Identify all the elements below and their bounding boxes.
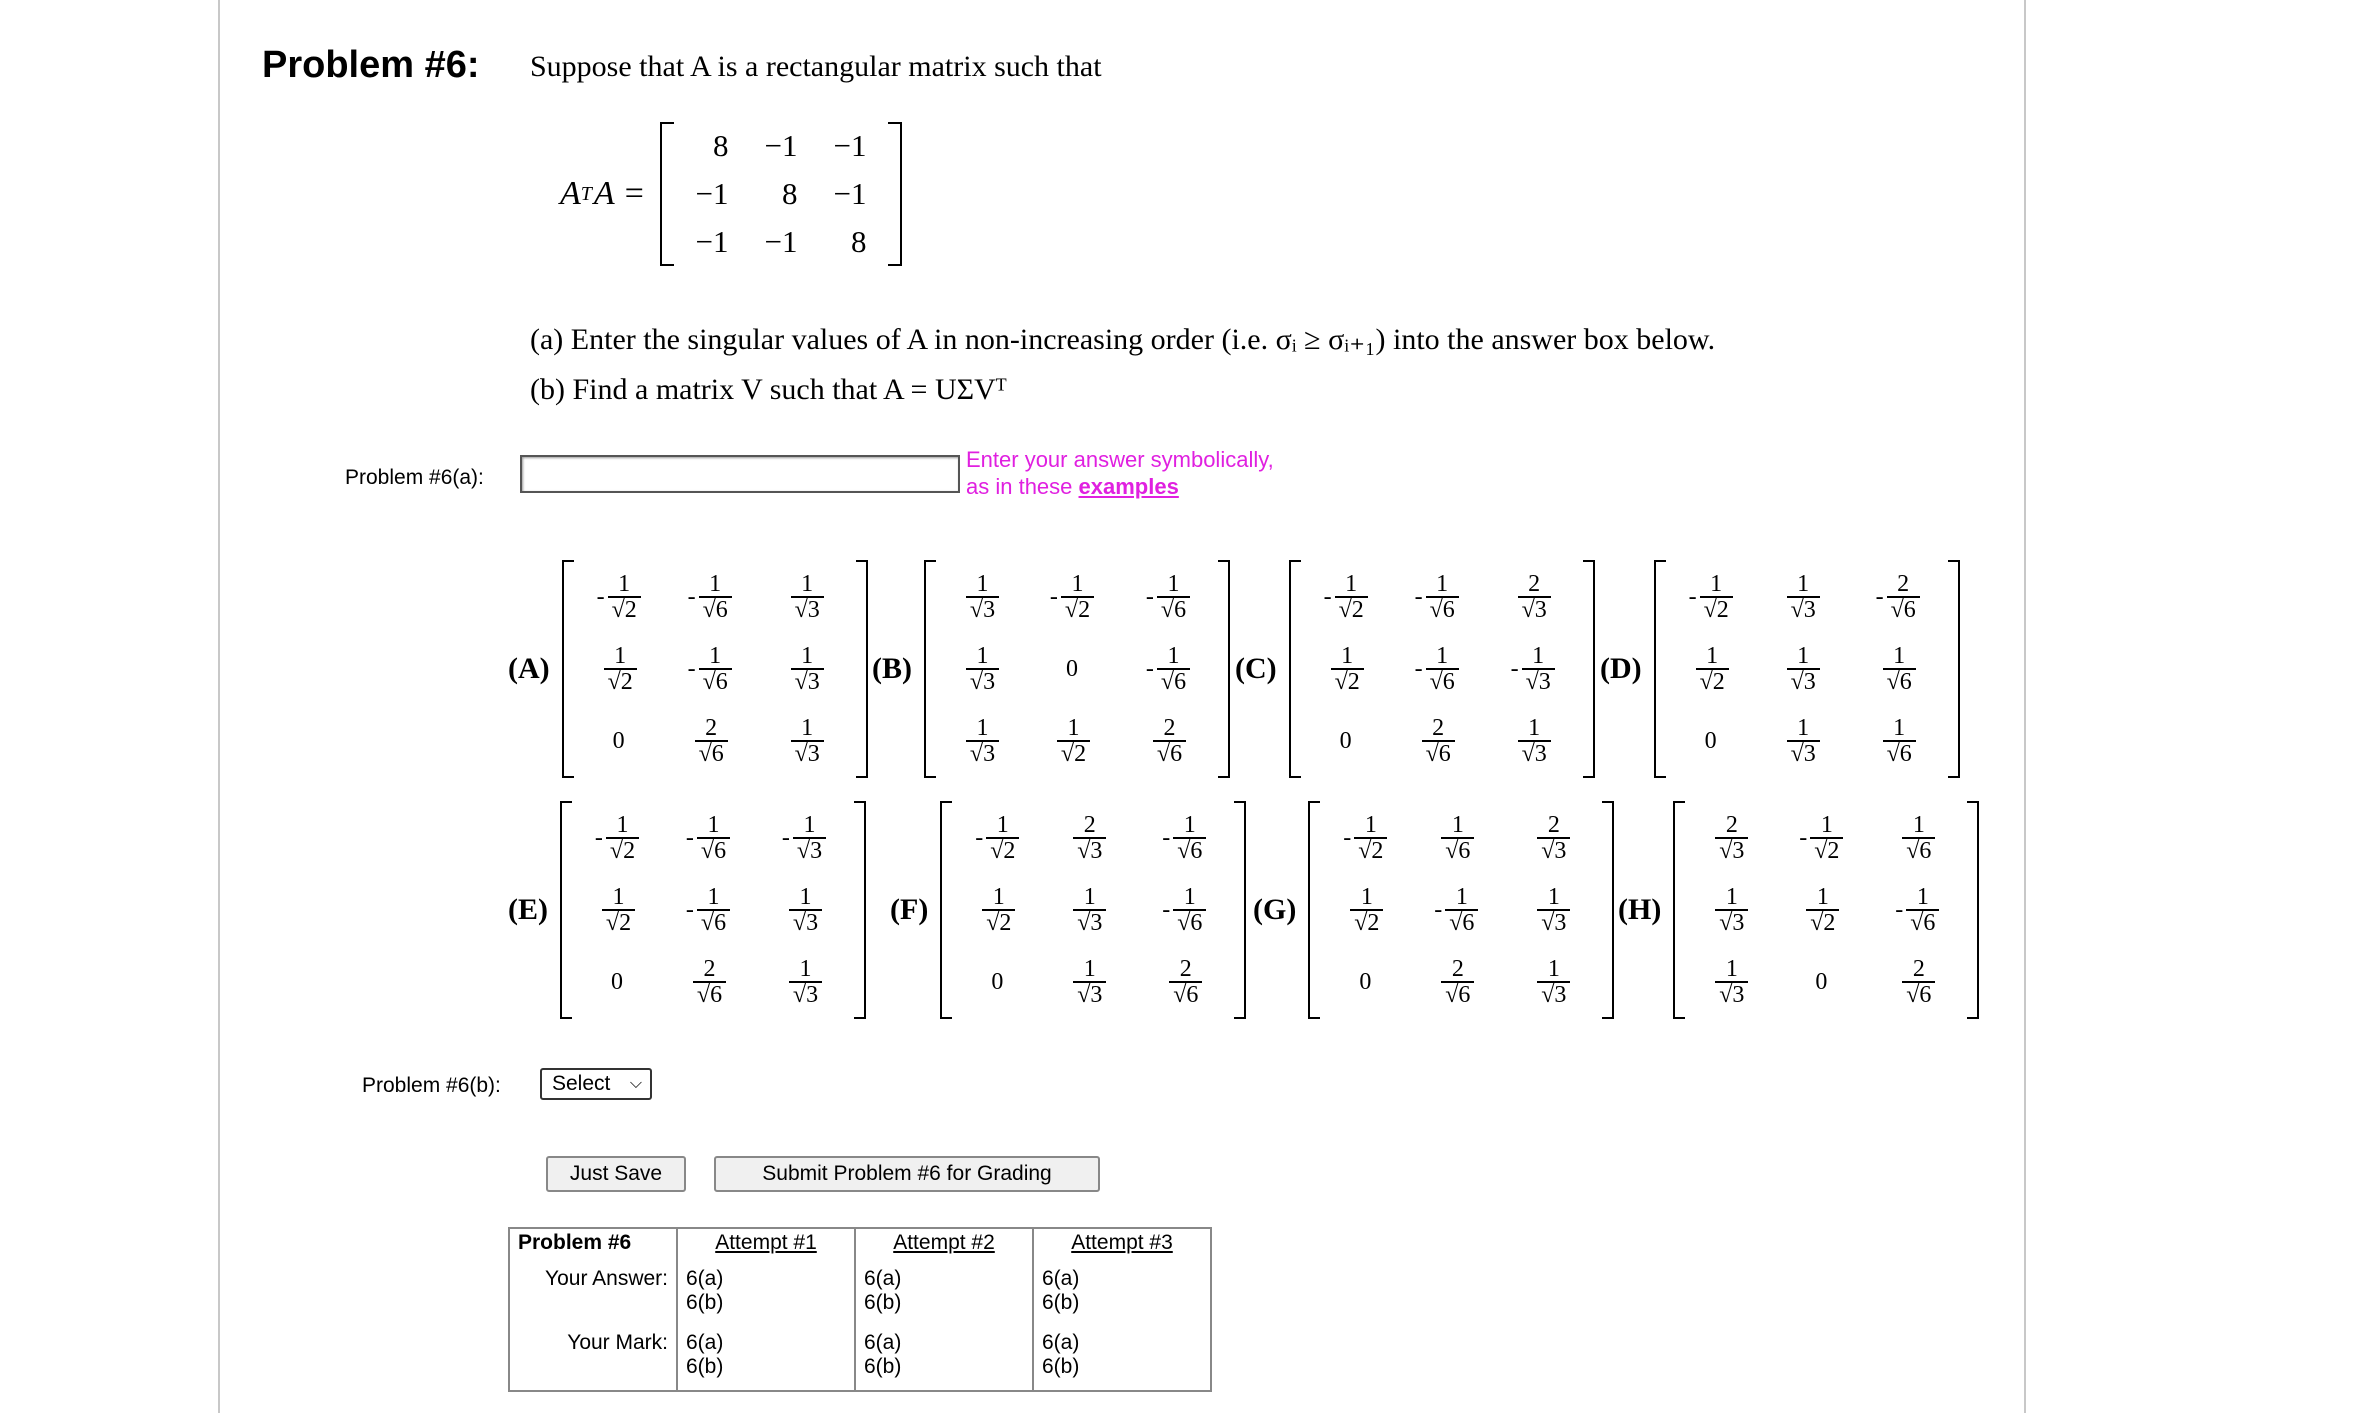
denominator: √6 [1441, 981, 1474, 1007]
sign: - [975, 824, 984, 851]
matrix-cell [662, 561, 758, 633]
denominator: √3 [966, 668, 999, 694]
numerator: 1 [1364, 812, 1377, 838]
sign: - [1414, 583, 1423, 610]
matrix-cell [1485, 633, 1581, 705]
denominator: √2 [1806, 909, 1839, 935]
denominator: √3 [1537, 837, 1570, 863]
matrix-cell [1040, 802, 1136, 874]
numerator: 1 [801, 571, 814, 597]
denominator: √3 [966, 596, 999, 622]
matrix-cell [1389, 633, 1485, 705]
numerator: 1 [976, 571, 989, 597]
numerator: 1 [616, 812, 629, 838]
denominator: √2 [1700, 596, 1733, 622]
matrix-cell [1773, 802, 1869, 874]
matrix-cell [1408, 946, 1504, 1018]
ata-matrix [660, 122, 903, 266]
numerator: 1 [707, 884, 720, 910]
numerator: 1 [801, 715, 814, 741]
denominator: √2 [1335, 596, 1368, 622]
matrix-cell [1504, 874, 1600, 946]
denominator: √6 [1153, 740, 1186, 766]
matrix-cell [758, 705, 854, 777]
sign: - [1895, 896, 1904, 923]
numerator: 1 [1725, 956, 1738, 982]
denominator: √6 [1173, 837, 1206, 863]
denominator: √3 [1537, 909, 1570, 935]
numerator: 2 [1432, 715, 1445, 741]
numerator: 1 [614, 643, 627, 669]
matrix-cell [1668, 633, 1754, 705]
sign: - [1414, 655, 1423, 682]
matrix-cell [1389, 705, 1485, 777]
matrix-cell [1850, 633, 1946, 705]
matrix-cell [758, 633, 854, 705]
matrix-cell [1024, 705, 1120, 777]
matrix-cell [1408, 874, 1504, 946]
denominator: √3 [1787, 596, 1820, 622]
your-mark-label: Your Mark: [567, 1331, 668, 1354]
denominator: √2 [1354, 837, 1387, 863]
numerator: 1 [799, 956, 812, 982]
option-f [890, 801, 1246, 1019]
numerator: 1 [996, 812, 1009, 838]
matrix-cell: 0 [1704, 727, 1717, 754]
numerator: 1 [992, 884, 1005, 910]
examples-link[interactable]: examples [1078, 474, 1179, 499]
matrix-cell [576, 561, 662, 633]
numerator: 2 [1528, 571, 1541, 597]
ata-cell: −1 [764, 224, 798, 259]
option-a [508, 560, 868, 778]
option-matrix [940, 801, 1246, 1019]
numerator: 1 [1083, 956, 1096, 982]
ata-label2: A = [593, 175, 646, 212]
answer-a-input[interactable] [520, 455, 960, 493]
numerator: 1 [1912, 812, 1925, 838]
denominator: √6 [699, 596, 732, 622]
option-d [1600, 560, 1960, 778]
numerator: 1 [707, 812, 720, 838]
matrix-cell [1504, 946, 1600, 1018]
numerator: 1 [976, 715, 989, 741]
numerator: 1 [1797, 571, 1810, 597]
numerator: 2 [1163, 715, 1176, 741]
sign: - [1875, 583, 1884, 610]
matrix-cell [574, 802, 660, 874]
numerator: 1 [799, 884, 812, 910]
option-b [872, 560, 1230, 778]
matrix-cell [756, 874, 852, 946]
denominator: √2 [602, 909, 635, 935]
numerator: 1 [1067, 715, 1080, 741]
matrix-cell [1136, 874, 1232, 946]
matrix-cell: 0 [1815, 968, 1828, 995]
numerator: 1 [1797, 715, 1810, 741]
denominator: √6 [1157, 668, 1190, 694]
denominator: √3 [793, 837, 826, 863]
matrix-cell [1668, 561, 1754, 633]
numerator: 1 [1167, 571, 1180, 597]
sign: - [781, 824, 790, 851]
denominator: √3 [1073, 837, 1106, 863]
chevron-down-icon: ⌵ [629, 1075, 642, 1092]
option-matrix [560, 801, 866, 1019]
denominator: √3 [791, 740, 824, 766]
option-matrix [1654, 560, 1960, 778]
answer-a-label: Problem #6(a): [345, 466, 484, 489]
answer-b-label: Problem #6(b): [362, 1074, 501, 1097]
numerator: 1 [709, 571, 722, 597]
sign: - [1323, 583, 1332, 610]
problem-parts [530, 315, 1715, 415]
matrix-cell [1136, 802, 1232, 874]
sign: - [1434, 896, 1443, 923]
sign: - [1162, 824, 1171, 851]
denominator: √6 [1441, 837, 1474, 863]
matrix-cell [1869, 946, 1965, 1018]
just-save-button[interactable]: Just Save [546, 1156, 686, 1192]
denominator: √3 [789, 981, 822, 1007]
matrix-cell [758, 561, 854, 633]
numerator: 1 [1710, 571, 1723, 597]
matrix-cell [1120, 561, 1216, 633]
option-label: (A) [508, 652, 550, 685]
denominator: √2 [1331, 668, 1364, 694]
option-matrix [1308, 801, 1614, 1019]
numerator: 1 [1797, 643, 1810, 669]
matrix-cell [1687, 802, 1773, 874]
denominator: √2 [1696, 668, 1729, 694]
numerator: 2 [1451, 956, 1464, 982]
matrix-cell [938, 561, 1024, 633]
part-a-text: (a) Enter the singular values of A in non-increasing order (i.e. σᵢ ≥ σᵢ₊₁) into the answer box below. [530, 323, 1716, 356]
numerator: 1 [1436, 643, 1449, 669]
option-label: (G) [1253, 893, 1297, 926]
denominator: √6 [1906, 909, 1939, 935]
option-label: (D) [1600, 652, 1642, 685]
matrix-cell [1869, 874, 1965, 946]
denominator: √2 [1057, 740, 1090, 766]
ata-cell: −1 [764, 128, 798, 163]
matrix-cell [1485, 561, 1581, 633]
numerator: 1 [1893, 715, 1906, 741]
matrix-cell [1504, 802, 1600, 874]
numerator: 2 [703, 956, 716, 982]
ata-cell: 8 [781, 176, 798, 211]
matrix-cell [1024, 561, 1120, 633]
denominator: √6 [1883, 668, 1916, 694]
problem-intro: Suppose that A is a rectangular matrix such that [530, 50, 1102, 83]
sign: - [685, 824, 694, 851]
denominator: √2 [1350, 909, 1383, 935]
matrix-cell [1485, 705, 1581, 777]
numerator: 2 [1912, 956, 1925, 982]
matrix-cell [1869, 802, 1965, 874]
ata-cell: −1 [695, 176, 729, 211]
select-value: Select [552, 1072, 611, 1095]
numerator: 1 [618, 571, 631, 597]
denominator: √6 [1902, 837, 1935, 863]
ata-sup: T [580, 182, 592, 205]
numerator: 1 [1547, 956, 1560, 982]
denominator: √3 [1715, 837, 1748, 863]
matrix-cell [756, 946, 852, 1018]
numerator: 1 [1451, 812, 1464, 838]
denominator: √6 [1883, 740, 1916, 766]
denominator: √6 [1157, 596, 1190, 622]
matrix-cell [1040, 874, 1136, 946]
option-label: (C) [1235, 652, 1277, 685]
numerator: 1 [1916, 884, 1929, 910]
matrix-cell: 0 [991, 968, 1004, 995]
denominator: √2 [986, 837, 1019, 863]
numerator: 1 [1167, 643, 1180, 669]
denominator: √3 [1787, 740, 1820, 766]
option-matrix [562, 560, 868, 778]
matrix-cell [1773, 874, 1869, 946]
hint-line1: Enter your answer symbolically, [966, 447, 1274, 472]
denominator: √3 [791, 668, 824, 694]
denominator: √2 [1810, 837, 1843, 863]
sign: - [1145, 583, 1154, 610]
numerator: 2 [705, 715, 718, 741]
matrix-cell [1120, 633, 1216, 705]
numerator: 1 [1547, 884, 1560, 910]
your-answer-label: Your Answer: [545, 1267, 668, 1290]
ata-cell: 8 [850, 224, 867, 259]
hint-line2: as in these [966, 474, 1073, 499]
matrix-cell [1120, 705, 1216, 777]
sign: - [1799, 824, 1808, 851]
sign: - [594, 824, 603, 851]
matrix-cell [1850, 705, 1946, 777]
matrix-cell: 0 [1359, 968, 1372, 995]
numerator: 1 [1183, 812, 1196, 838]
numerator: 1 [1528, 715, 1541, 741]
ata-cell: −1 [833, 128, 867, 163]
numerator: 1 [709, 643, 722, 669]
numerator: 1 [1083, 884, 1096, 910]
denominator: √3 [1518, 596, 1551, 622]
denominator: √3 [1522, 668, 1555, 694]
denominator: √6 [1422, 740, 1455, 766]
ata-cell: −1 [695, 224, 729, 259]
matrix-cell: 0 [1066, 655, 1078, 682]
option-e [508, 801, 866, 1019]
matrix-cell [1754, 561, 1850, 633]
numerator: 1 [1706, 643, 1719, 669]
matrix-cell [660, 874, 756, 946]
sign: - [596, 583, 605, 610]
matrix-cell [1040, 946, 1136, 1018]
numerator: 2 [1083, 812, 1096, 838]
numerator: 2 [1547, 812, 1560, 838]
numerator: 2 [1725, 812, 1738, 838]
numerator: 1 [801, 643, 814, 669]
matrix-cell [1687, 874, 1773, 946]
denominator: √6 [1426, 596, 1459, 622]
denominator: √6 [697, 909, 730, 935]
denominator: √6 [1169, 981, 1202, 1007]
denominator: √2 [982, 909, 1015, 935]
denominator: √3 [1715, 909, 1748, 935]
denominator: √6 [695, 740, 728, 766]
matrix-cell [1136, 946, 1232, 1018]
option-label: (H) [1618, 893, 1662, 926]
option-matrix [1289, 560, 1595, 778]
sign: - [1049, 583, 1058, 610]
sign: - [1510, 655, 1519, 682]
denominator: √6 [693, 981, 726, 1007]
sign: - [685, 896, 694, 923]
numerator: 1 [1893, 643, 1906, 669]
matrix-cell [662, 705, 758, 777]
numerator: 1 [1071, 571, 1084, 597]
option-label: (F) [890, 893, 929, 926]
numerator: 2 [1179, 956, 1192, 982]
matrix-cell [938, 633, 1024, 705]
denominator: √6 [699, 668, 732, 694]
numerator: 1 [1360, 884, 1373, 910]
denominator: √3 [966, 740, 999, 766]
matrix-cell [1754, 705, 1850, 777]
sign: - [687, 583, 696, 610]
denominator: √3 [789, 909, 822, 935]
matrix-cell: 0 [611, 968, 623, 995]
sign: - [1162, 896, 1171, 923]
denominator: √6 [697, 837, 730, 863]
denominator: √3 [1787, 668, 1820, 694]
denominator: √6 [1426, 668, 1459, 694]
numerator: 1 [1183, 884, 1196, 910]
matrix-cell [1408, 802, 1504, 874]
option-h [1618, 801, 1979, 1019]
numerator: 1 [1725, 884, 1738, 910]
matrix-cell [1303, 633, 1389, 705]
option-g [1253, 801, 1614, 1019]
denominator: √6 [1173, 909, 1206, 935]
matrix-cell [576, 633, 662, 705]
matrix-cell [662, 633, 758, 705]
matrix-cell [1687, 946, 1773, 1018]
numerator: 2 [1897, 571, 1910, 597]
matrix-cell [954, 874, 1040, 946]
denominator: √3 [791, 596, 824, 622]
matrix-cell [660, 946, 756, 1018]
numerator: 1 [1820, 812, 1833, 838]
sign: - [1688, 583, 1697, 610]
numerator: 1 [1455, 884, 1468, 910]
matrix-cell [1850, 561, 1946, 633]
attempt-1-link[interactable]: Attempt #1 [715, 1231, 817, 1254]
option-label: (E) [508, 893, 548, 926]
matrix-cell [938, 705, 1024, 777]
numerator: 1 [1532, 643, 1545, 669]
sign: - [1343, 824, 1352, 851]
ata-label: A [560, 175, 581, 212]
numerator: 1 [976, 643, 989, 669]
denominator: √3 [1073, 909, 1106, 935]
sign: - [687, 655, 696, 682]
denominator: √6 [1445, 909, 1478, 935]
denominator: √2 [604, 668, 637, 694]
option-label: (B) [872, 652, 912, 685]
denominator: √6 [1902, 981, 1935, 1007]
denominator: √2 [606, 837, 639, 863]
ata-cell: −1 [833, 176, 867, 211]
option-matrix [924, 560, 1230, 778]
denominator: √3 [1715, 981, 1748, 1007]
matrix-cell [1389, 561, 1485, 633]
matrix-cell [756, 802, 852, 874]
results-table: Problem #6 Attempt #1 Attempt #2 Attempt #3 Your Answer: 6(a) 6(b) 6(a) 6(b) 6(a) 6(b) Your Mark: 6(a) 6(b) 6(a) 6(b) 6(a) 6(b) [508, 1227, 1212, 1392]
matrix-cell [1322, 874, 1408, 946]
matrix-cell [954, 802, 1040, 874]
denominator: √2 [608, 596, 641, 622]
option-matrix [1673, 801, 1979, 1019]
attempt-3-link[interactable]: Attempt #3 [1071, 1231, 1173, 1254]
part-b-text: (b) Find a matrix V such that A = UΣVᵀ [530, 373, 1007, 406]
matrix-cell: 0 [612, 727, 625, 754]
matrix-cell [574, 874, 660, 946]
numerator: 1 [1341, 643, 1354, 669]
matrix-cell [1754, 633, 1850, 705]
denominator: √3 [1537, 981, 1570, 1007]
answer-b-select[interactable] [540, 1068, 652, 1100]
numerator: 1 [1345, 571, 1358, 597]
submit-button[interactable]: Submit Problem #6 for Grading [714, 1156, 1100, 1192]
problem-heading: Problem #6: [262, 44, 480, 86]
denominator: √3 [1518, 740, 1551, 766]
denominator: √2 [1061, 596, 1094, 622]
denominator: √6 [1887, 596, 1920, 622]
matrix-cell: 0 [1339, 727, 1352, 754]
matrix-cell [1322, 802, 1408, 874]
ata-equation [560, 125, 902, 263]
answer-hint [966, 446, 1274, 500]
ata-cell: 8 [713, 128, 729, 163]
numerator: 1 [803, 812, 816, 838]
numerator: 1 [612, 884, 625, 910]
matrix-cell [1303, 561, 1389, 633]
numerator: 1 [1436, 571, 1449, 597]
attempt-2-link[interactable]: Attempt #2 [893, 1231, 995, 1254]
option-c [1235, 560, 1595, 778]
results-title: Problem #6 [518, 1231, 632, 1254]
numerator: 1 [1816, 884, 1829, 910]
matrix-cell [660, 802, 756, 874]
sign: - [1145, 655, 1154, 682]
denominator: √3 [1073, 981, 1106, 1007]
